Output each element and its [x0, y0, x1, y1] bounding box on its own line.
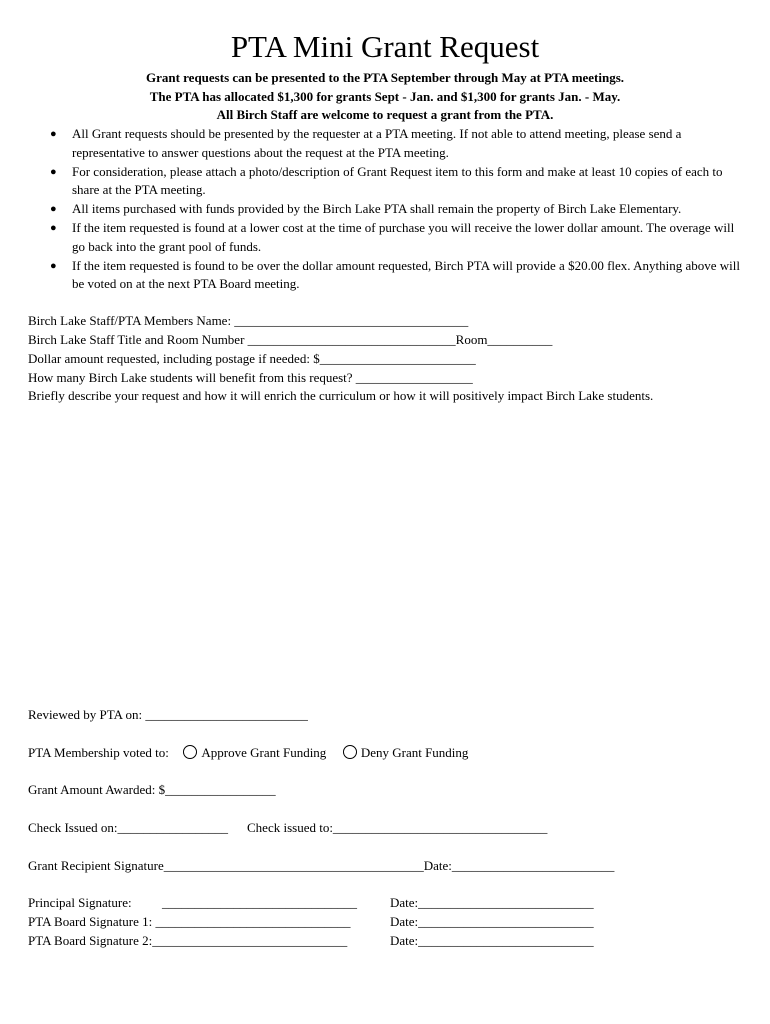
- board-2-date-field[interactable]: Date:___________________________: [390, 933, 594, 948]
- check-issued-on-field[interactable]: Check Issued on:_________________: [28, 820, 229, 835]
- title-room-field[interactable]: Birch Lake Staff Title and Room Number ________________________________Room__________: [28, 332, 553, 347]
- principal-signature-line[interactable]: ______________________________: [162, 895, 357, 910]
- amount-awarded-field[interactable]: Grant Amount Awarded: $_________________: [28, 782, 276, 797]
- describe-prompt: Briefly describe your request and how it will enrich the curriculum or how it will positively impact Birch Lake students.: [28, 388, 654, 403]
- intro-line-1: Grant requests can be presented to the PTA September through May at PTA meetings.: [145, 70, 625, 85]
- principal-signature-label: Principal Signature:: [28, 895, 132, 910]
- check-issued-to-field[interactable]: Check issued to:_________________________________: [247, 820, 548, 835]
- vote-label: PTA Membership voted to:: [28, 745, 169, 760]
- bullet-icon: ●: [50, 128, 57, 140]
- page-title: PTA Mini Grant Request: [230, 29, 540, 64]
- bullet-icon: ●: [50, 259, 57, 272]
- dollar-amount-field[interactable]: Dollar amount requested, including postage if needed: $________________________: [28, 351, 476, 366]
- intro-line-3: All Birch Staff are welcome to request a grant from the PTA.: [216, 107, 554, 122]
- staff-name-field[interactable]: Birch Lake Staff/PTA Members Name: ____________________________________: [28, 313, 469, 328]
- board-signature-1-field[interactable]: PTA Board Signature 1: ______________________________: [28, 914, 351, 929]
- rule-item: ● All items purchased with funds provided by the Birch Lake PTA shall remain the property of Birch Lake Elementary.: [50, 200, 740, 219]
- principal-date-field[interactable]: Date:___________________________: [390, 895, 594, 910]
- bullet-icon: ●: [50, 221, 57, 234]
- approve-radio[interactable]: [183, 745, 197, 759]
- deny-label: Deny Grant Funding: [360, 745, 469, 760]
- students-field[interactable]: How many Birch Lake students will benefit from this request? __________________: [28, 370, 473, 385]
- board-1-date-field[interactable]: Date:___________________________: [390, 914, 594, 929]
- deny-radio[interactable]: [343, 745, 357, 759]
- recipient-signature-field[interactable]: Grant Recipient Signature________________________________________Date:_________________________: [28, 858, 615, 873]
- rule-item: ● If the item requested is found at a lower cost at the time of purchase you will receive the lower dollar amount. The overage will go back into the grant pool of funds.: [50, 219, 735, 254]
- board-signature-2-field[interactable]: PTA Board Signature 2:______________________________: [28, 933, 348, 948]
- intro-line-2: The PTA has allocated $1,300 for grants Sept - Jan. and $1,300 for grants Jan. - May.: [149, 89, 621, 104]
- rule-item: ● If the item requested is found to be over the dollar amount requested, Birch PTA will provide a $20.00 flex. Anything above will be voted on at the next PTA Board meeting.: [50, 257, 740, 292]
- rule-item: ● All Grant requests should be presented by the requester at a PTA meeting. If not able to attend meeting, please send a representative to answer questions about the request at the PTA meeting.: [50, 126, 682, 160]
- approve-label: Approve Grant Funding: [201, 745, 327, 760]
- bullet-icon: ●: [50, 203, 57, 216]
- bullet-icon: ●: [50, 165, 57, 178]
- reviewed-on-field[interactable]: Reviewed by PTA on: _________________________: [28, 707, 308, 722]
- vote-row: [28, 744, 468, 763]
- rules-list: [50, 125, 740, 294]
- rule-item: ● For consideration, please attach a photo/description of Grant Request item to this form and make at least 10 copies of each to share at the PTA meeting.: [50, 163, 723, 198]
